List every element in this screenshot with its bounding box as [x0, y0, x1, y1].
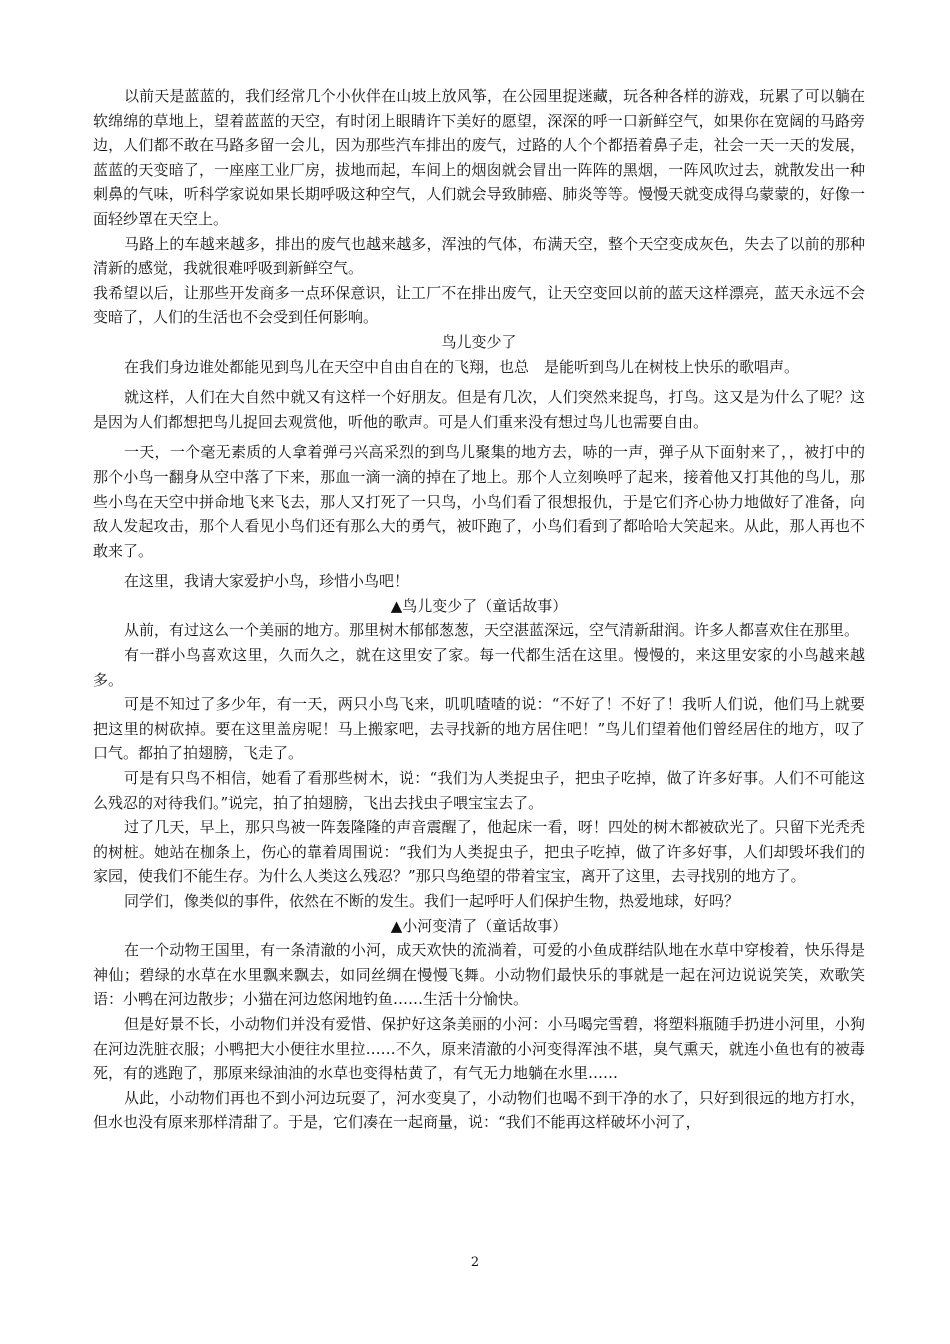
paragraph: 在一个动物王国里，有一条清澈的小河，成天欢快的流淌着，可爱的小鱼成群结队地在水草中穿梭着，快乐得是神仙；碧绿的水草在水里飘来飘去，如同丝绸在慢慢飞舞。小动物们最快乐的事就是一起在河边说说笑笑，欢歌笑语：小鸭在河边散步；小猫在河边悠闲地钓鱼……生活十分愉快。: [93, 941, 865, 1009]
paragraph: 从此，小动物们再也不到小河边玩耍了，河水变臭了，小动物们也喝不到干净的水了，只好到很远的地方打水，但水也没有原来那样清甜了。于是，它们凑在一起商量，说：“我们不能再这样破坏小河了，: [93, 1088, 865, 1132]
section-title: ▲小河变清了（童话故事）: [390, 916, 568, 935]
paragraph: 我希望以后，让那些开发商多一点环保意识，让工厂不在排出废气，让天空变回以前的蓝天这样漂亮，蓝天永远不会变暗了，人们的生活也不会受到任何影响。: [93, 283, 865, 327]
section-title: 鸟儿变少了: [441, 332, 517, 351]
paragraph: 从前，有过这么一个美丽的地方。那里树木郁郁葱葱，天空湛蓝深远，空气清新甜润。许多人都喜欢住在那里。: [124, 621, 860, 640]
page-number: 2: [470, 1255, 480, 1270]
document-body: [93, 84, 865, 1135]
paragraph: 有一群小鸟喜欢这里，久而久之，就在这里安了家。每一代都生活在这里。慢慢的，来这里安家的小鸟越来越多。: [93, 646, 865, 689]
paragraph: 过了几天，早上，那只鸟被一阵轰隆隆的声音震醒了，他起床一看，呀！四处的树木都被砍光了。只留下光秃秃的树桩。她站在枷条上，伤心的靠着周围说：“我们为人类捉虫子，把虫子吃掉，做了许多好事，人们却毁坏我们的家园，使我们不能生存。为什么人类这么残忍？”那只鸟绝望的带着宝宝，离开了这里，去寻找别的地方了。: [93, 818, 865, 886]
paragraph: 但是好景不长，小动物们并没有爱惜、保护好这条美丽的小河：小马喝完雪碧，将塑料瓶随手扔进小河里，小狗在河边洗脏衣服；小鸭把大小便往水里拉……不久，原来清澈的小河变得浑浊不堪，臭气熏天，就连小鱼也有的被毒死，有的逃跑了，那原来绿油油的水草也变得枯黄了，有气无力地躺在水里……: [93, 1014, 865, 1083]
paragraph: 在我们身边谁处都能见到鸟儿在天空中自由自在的飞翔，也总 是能听到鸟儿在树枝上快乐的歌唱声。: [124, 357, 800, 376]
paragraph: 同学们，像类似的事件，依然在不断的发生。我们一起呼吁人们保护生物，热爱地球，好吗？: [124, 892, 740, 910]
section-title: ▲鸟儿变少了（童话故事）: [390, 596, 568, 615]
paragraph: 在这里，我请大家爱护小鸟，珍惜小鸟吧！: [124, 572, 410, 591]
paragraph: 可是不知过了多少年，有一天，两只小鸟飞来，叽叽喳喳的说：“不好了！不好了！我听人们说，他们马上就要把这里的树砍掉。要在这里盖房呢！马上搬家吧，去寻找新的地方居住吧！”鸟儿们望着他们曾经居住的地方，叹了口气。都拍了拍翅膀，飞走了。: [93, 695, 865, 763]
paragraph: 马路上的车越来越多，排出的废气也越来越多，浑浊的气体，布满天空，整个天空变成灰色，失去了以前的那种清新的感觉，我就很难呼吸到新鲜空气。: [93, 234, 865, 278]
paragraph: 可是有只鸟不相信，她看了看那些树木，说：“我们为人类捉虫子，把虫子吃掉，做了许多好事。人们不可能这么残忍的对待我们。”说完，拍了拍翅膀，飞出去找虫子喂宝宝去了。: [93, 769, 865, 812]
paragraph: 以前天是蓝蓝的，我们经常几个小伙伴在山坡上放风筝，在公园里捉迷藏，玩各种各样的游戏，玩累了可以躺在软绵绵的草地上，望着蓝蓝的天空，有时闭上眼睛许下美好的愿望，深深的呼一口新鲜空气，如果你在宽阔的马路旁边，人们都不敢在马路多留一会儿，因为那些汽车排出的废气，过路的人个个都捂着鼻子走，社会一天一天的发展，蓝蓝的天变暗了，一座座工业厂房，拔地而起，车间上的烟囱就会冒出一阵阵的黑烟，一阵风吹过去，就散发出一种刺鼻的气味，听科学家说如果长期呼吸这种空气，人们就会导致肺癌、肺炎等等。慢慢天就变成得乌蒙蒙的，好像一面轻纱罩在天空上。: [93, 87, 865, 228]
paragraph: 一天，一个毫无素质的人拿着弹弓兴高采烈的到鸟儿聚集的地方去，哧的一声，弹子从下面射来了，，被打中的那个小鸟一翻身从空中落了下来，那血一滴一滴的掉在了地上。那个人立刻唤呼了起来，接着他又打其他的鸟儿，那些小鸟在天空中拼命地飞来飞去，那人又打死了一只鸟，小鸟们看了很想报仇，于是它们齐心协力地做好了准备，向敌人发起攻击，那个人看见小鸟们还有那么大的勇气，被吓跑了，小鸟们看到了都哈哈大笑起来。从此，那人再也不敢来了。: [93, 443, 865, 560]
paragraph: 就这样，人们在大自然中就又有这样一个好朋友。但是有几次，人们突然来捉鸟，打鸟。这又是为什么了呢？这是因为人们都想把鸟儿捉回去观赏他，听他的歌声。可是人们重来没有想过鸟儿也需要自由。: [93, 388, 865, 431]
